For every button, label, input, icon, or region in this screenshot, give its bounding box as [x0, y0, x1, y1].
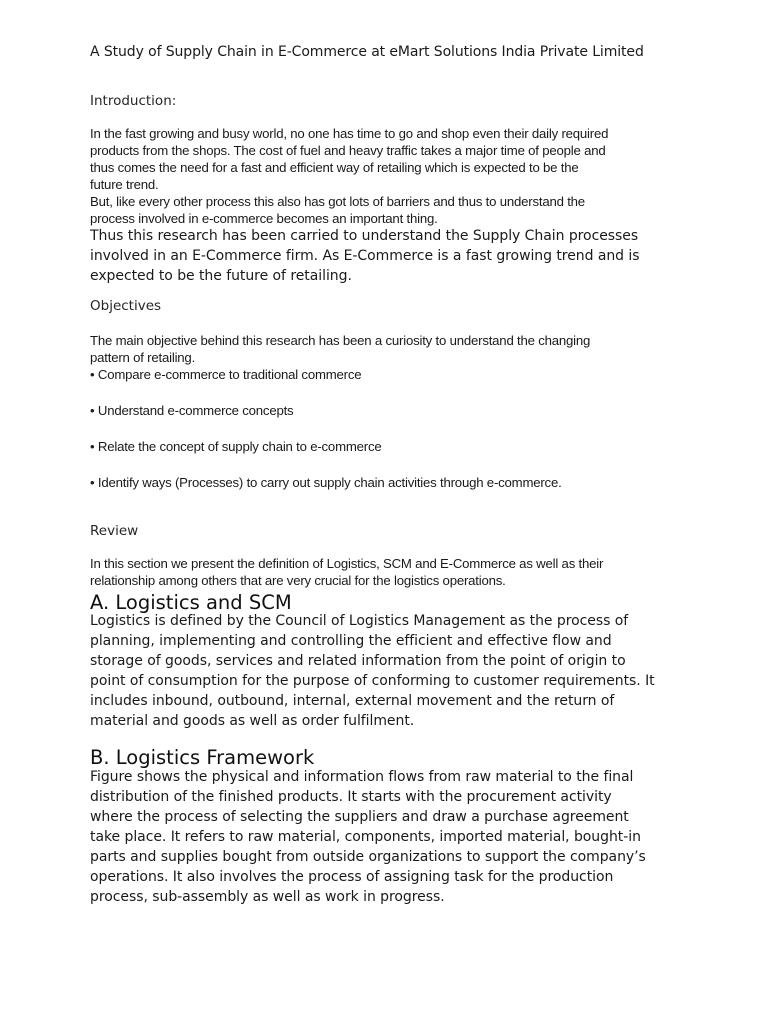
text-line: In the fast growing and busy world, no one has time to go and shop even their daily required	[90, 126, 609, 141]
document-title: A Study of Supply Chain in E-Commerce at eMart Solutions India Private Limited	[90, 44, 644, 60]
objective-bullet: • Understand e-commerce concepts	[90, 403, 294, 418]
text-line: expected to be the future of retailing.	[90, 268, 352, 284]
text-line: pattern of retailing.	[90, 350, 196, 365]
section-b-paragraph	[90, 767, 646, 907]
text-line: material and goods as well as order fulfilment.	[90, 713, 415, 729]
introduction-heading: Introduction:	[90, 93, 177, 109]
text-line: The main objective behind this research has been a curiosity to understand the changing	[90, 333, 591, 348]
review-heading: Review	[90, 523, 139, 539]
text-line: point of consumption for the purpose of conforming to customer requirements. It	[90, 673, 655, 689]
text-line: parts and supplies bought from outside organizations to support the company’s	[90, 849, 646, 865]
objective-bullet: • Identify ways (Processes) to carry out supply chain activities through e-commerce.	[90, 475, 562, 490]
text-line: includes inbound, outbound, internal, external movement and the return of	[90, 693, 615, 709]
objectives-intro	[90, 332, 590, 366]
section-a-heading: A. Logistics and SCM	[90, 591, 292, 614]
text-line: thus comes the need for a fast and efficient way of retailing which is expected to be the	[90, 160, 579, 175]
text-line: operations. It also involves the process of assigning task for the production	[90, 869, 614, 885]
text-line: process, sub-assembly as well as work in progress.	[90, 889, 445, 905]
section-a-paragraph	[90, 611, 655, 731]
text-line: involved in an E-Commerce firm. As E-Commerce is a fast growing trend and is	[90, 248, 640, 264]
text-line: process involved in e-commerce becomes an important thing.	[90, 211, 438, 226]
text-line: But, like every other process this also has got lots of barriers and thus to understand the	[90, 194, 585, 209]
text-line: future trend.	[90, 177, 159, 192]
text-line: distribution of the finished products. It starts with the procurement activity	[90, 789, 612, 805]
text-line: relationship among others that are very crucial for the logistics operations.	[90, 573, 506, 588]
text-line: Thus this research has been carried to understand the Supply Chain processes	[90, 228, 639, 244]
objectives-heading: Objectives	[90, 298, 162, 314]
text-line: products from the shops. The cost of fuel and heavy traffic takes a major time of people and	[90, 143, 606, 158]
text-line: take place. It refers to raw material, components, imported material, bought-in	[90, 829, 641, 845]
text-line: where the process of selecting the suppliers and draw a purchase agreement	[90, 809, 629, 825]
text-line: planning, implementing and controlling the efficient and effective flow and	[90, 633, 612, 649]
review-paragraph	[90, 555, 603, 589]
introduction-paragraph-1	[90, 125, 608, 227]
introduction-paragraph-2	[90, 226, 640, 286]
text-line: Figure shows the physical and information flows from raw material to the final	[90, 769, 634, 785]
objective-bullet: • Compare e-commerce to traditional commerce	[90, 367, 362, 382]
text-line: storage of goods, services and related information from the point of origin to	[90, 653, 626, 669]
section-b-heading: B. Logistics Framework	[90, 746, 315, 769]
objective-bullet: • Relate the concept of supply chain to e-commerce	[90, 439, 382, 454]
text-line: In this section we present the definition of Logistics, SCM and E-Commerce as well as their	[90, 556, 604, 571]
text-line: Logistics is defined by the Council of Logistics Management as the process of	[90, 613, 629, 629]
